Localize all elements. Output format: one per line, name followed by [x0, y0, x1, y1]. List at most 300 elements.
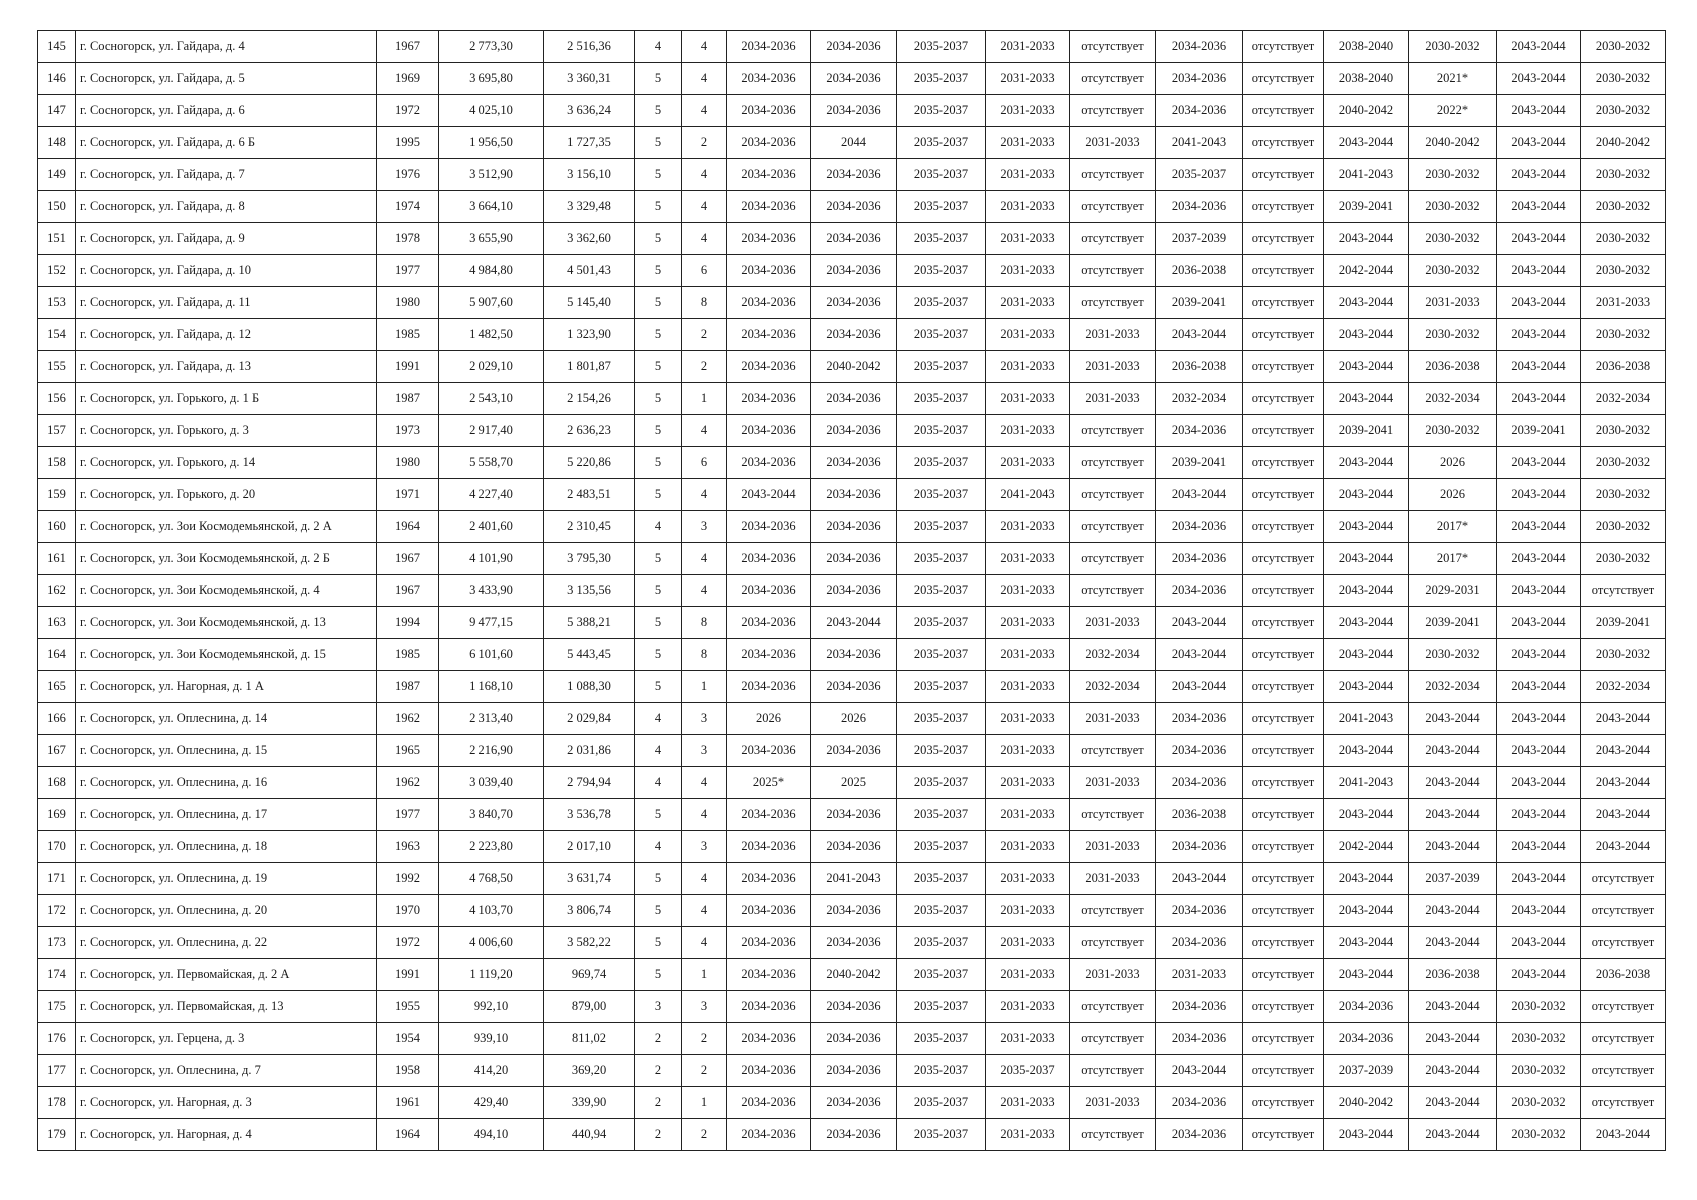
cell-address: г. Сосногорск, ул. Зои Космодемьянской, д. 2 Б — [76, 543, 377, 575]
cell-row-number: 149 — [38, 159, 76, 191]
cell-period-col-9: 2026 — [1409, 479, 1497, 511]
cell-entrances: 4 — [682, 159, 727, 191]
table-body — [38, 31, 1666, 1151]
cell-period-col-2: 2034-2036 — [811, 159, 897, 191]
cell-period-col-2: 2034-2036 — [811, 1087, 897, 1119]
cell-total-area: 3 655,90 — [439, 223, 544, 255]
cell-period-col-9: 2030-2032 — [1409, 191, 1497, 223]
cell-period-col-7: отсутствует — [1243, 799, 1324, 831]
cell-year-built: 1991 — [377, 959, 439, 991]
cell-entrances: 6 — [682, 447, 727, 479]
cell-address: г. Сосногорск, ул. Оплеснина, д. 18 — [76, 831, 377, 863]
cell-total-area: 4 227,40 — [439, 479, 544, 511]
cell-period-col-1: 2034-2036 — [727, 1087, 811, 1119]
cell-year-built: 1995 — [377, 127, 439, 159]
cell-period-col-1: 2034-2036 — [727, 351, 811, 383]
cell-period-col-7: отсутствует — [1243, 447, 1324, 479]
cell-period-col-3: 2035-2037 — [897, 831, 986, 863]
cell-period-col-3: 2035-2037 — [897, 959, 986, 991]
cell-period-col-1: 2034-2036 — [727, 1023, 811, 1055]
cell-period-col-4: 2031-2033 — [986, 863, 1070, 895]
cell-total-area: 1 482,50 — [439, 319, 544, 351]
cell-floors: 5 — [635, 319, 682, 351]
cell-entrances: 2 — [682, 1023, 727, 1055]
cell-period-col-11: 2043-2044 — [1581, 1119, 1666, 1151]
cell-period-col-6: 2034-2036 — [1156, 703, 1243, 735]
cell-address: г. Сосногорск, ул. Гайдара, д. 10 — [76, 255, 377, 287]
cell-period-col-3: 2035-2037 — [897, 575, 986, 607]
cell-floors: 4 — [635, 735, 682, 767]
cell-period-col-8: 2043-2044 — [1324, 735, 1409, 767]
cell-period-col-8: 2041-2043 — [1324, 159, 1409, 191]
cell-period-col-10: 2030-2032 — [1497, 1119, 1581, 1151]
cell-row-number: 167 — [38, 735, 76, 767]
cell-period-col-9: 2030-2032 — [1409, 415, 1497, 447]
cell-entrances: 6 — [682, 255, 727, 287]
cell-entrances: 3 — [682, 735, 727, 767]
cell-period-col-6: 2043-2044 — [1156, 1055, 1243, 1087]
cell-address: г. Сосногорск, ул. Горького, д. 20 — [76, 479, 377, 511]
cell-floors: 5 — [635, 799, 682, 831]
cell-period-col-2: 2034-2036 — [811, 63, 897, 95]
cell-floors: 4 — [635, 511, 682, 543]
cell-total-area: 5 558,70 — [439, 447, 544, 479]
cell-period-col-9: 2017* — [1409, 543, 1497, 575]
cell-year-built: 1967 — [377, 31, 439, 63]
cell-period-col-1: 2034-2036 — [727, 895, 811, 927]
cell-period-col-7: отсутствует — [1243, 191, 1324, 223]
cell-living-area: 2 310,45 — [544, 511, 635, 543]
cell-period-col-6: 2043-2044 — [1156, 639, 1243, 671]
cell-period-col-6: 2034-2036 — [1156, 31, 1243, 63]
cell-year-built: 1962 — [377, 703, 439, 735]
cell-year-built: 1987 — [377, 671, 439, 703]
cell-address: г. Сосногорск, ул. Гайдара, д. 5 — [76, 63, 377, 95]
cell-period-col-3: 2035-2037 — [897, 95, 986, 127]
cell-period-col-1: 2034-2036 — [727, 671, 811, 703]
table-row — [38, 447, 1666, 479]
table-row — [38, 863, 1666, 895]
cell-period-col-2: 2034-2036 — [811, 191, 897, 223]
cell-period-col-3: 2035-2037 — [897, 319, 986, 351]
cell-period-col-9: 2021* — [1409, 63, 1497, 95]
cell-entrances: 4 — [682, 927, 727, 959]
cell-period-col-10: 2043-2044 — [1497, 127, 1581, 159]
cell-period-col-6: 2034-2036 — [1156, 735, 1243, 767]
cell-address: г. Сосногорск, ул. Нагорная, д. 4 — [76, 1119, 377, 1151]
cell-period-col-11: отсутствует — [1581, 991, 1666, 1023]
cell-year-built: 1958 — [377, 1055, 439, 1087]
cell-period-col-5: отсутствует — [1070, 543, 1156, 575]
cell-floors: 2 — [635, 1119, 682, 1151]
cell-period-col-4: 2031-2033 — [986, 639, 1070, 671]
cell-period-col-4: 2031-2033 — [986, 831, 1070, 863]
cell-period-col-11: 2040-2042 — [1581, 127, 1666, 159]
cell-period-col-4: 2031-2033 — [986, 767, 1070, 799]
cell-entrances: 8 — [682, 607, 727, 639]
cell-period-col-8: 2043-2044 — [1324, 223, 1409, 255]
cell-period-col-1: 2034-2036 — [727, 735, 811, 767]
cell-total-area: 939,10 — [439, 1023, 544, 1055]
cell-period-col-7: отсутствует — [1243, 575, 1324, 607]
cell-period-col-3: 2035-2037 — [897, 1055, 986, 1087]
cell-period-col-1: 2034-2036 — [727, 127, 811, 159]
cell-period-col-1: 2034-2036 — [727, 927, 811, 959]
cell-period-col-2: 2034-2036 — [811, 1055, 897, 1087]
cell-period-col-7: отсутствует — [1243, 543, 1324, 575]
cell-period-col-8: 2043-2044 — [1324, 287, 1409, 319]
cell-entrances: 4 — [682, 63, 727, 95]
cell-living-area: 3 360,31 — [544, 63, 635, 95]
cell-period-col-9: 2043-2044 — [1409, 703, 1497, 735]
cell-period-col-9: 2030-2032 — [1409, 319, 1497, 351]
table-row — [38, 703, 1666, 735]
cell-period-col-8: 2043-2044 — [1324, 607, 1409, 639]
cell-period-col-11: 2030-2032 — [1581, 415, 1666, 447]
cell-period-col-3: 2035-2037 — [897, 127, 986, 159]
cell-period-col-4: 2031-2033 — [986, 1087, 1070, 1119]
cell-row-number: 154 — [38, 319, 76, 351]
cell-period-col-10: 2043-2044 — [1497, 351, 1581, 383]
table-row — [38, 255, 1666, 287]
cell-period-col-1: 2026 — [727, 703, 811, 735]
cell-period-col-10: 2043-2044 — [1497, 95, 1581, 127]
cell-row-number: 166 — [38, 703, 76, 735]
cell-floors: 5 — [635, 607, 682, 639]
cell-address: г. Сосногорск, ул. Зои Космодемьянской, д. 2 А — [76, 511, 377, 543]
cell-year-built: 1955 — [377, 991, 439, 1023]
cell-period-col-5: 2031-2033 — [1070, 863, 1156, 895]
cell-living-area: 1 801,87 — [544, 351, 635, 383]
cell-living-area: 369,20 — [544, 1055, 635, 1087]
cell-period-col-1: 2034-2036 — [727, 831, 811, 863]
cell-period-col-1: 2034-2036 — [727, 511, 811, 543]
cell-period-col-7: отсутствует — [1243, 991, 1324, 1023]
cell-period-col-4: 2031-2033 — [986, 223, 1070, 255]
cell-period-col-2: 2034-2036 — [811, 831, 897, 863]
cell-address: г. Сосногорск, ул. Гайдара, д. 6 Б — [76, 127, 377, 159]
cell-total-area: 3 840,70 — [439, 799, 544, 831]
cell-row-number: 173 — [38, 927, 76, 959]
cell-period-col-3: 2035-2037 — [897, 895, 986, 927]
cell-period-col-4: 2031-2033 — [986, 1023, 1070, 1055]
cell-period-col-11: 2043-2044 — [1581, 799, 1666, 831]
cell-floors: 5 — [635, 287, 682, 319]
cell-living-area: 2 017,10 — [544, 831, 635, 863]
cell-period-col-11: отсутствует — [1581, 1087, 1666, 1119]
cell-year-built: 1994 — [377, 607, 439, 639]
cell-floors: 5 — [635, 671, 682, 703]
table-row — [38, 287, 1666, 319]
cell-period-col-1: 2034-2036 — [727, 991, 811, 1023]
cell-floors: 5 — [635, 447, 682, 479]
cell-period-col-6: 2043-2044 — [1156, 863, 1243, 895]
cell-floors: 5 — [635, 415, 682, 447]
cell-period-col-2: 2040-2042 — [811, 351, 897, 383]
cell-period-col-3: 2035-2037 — [897, 1119, 986, 1151]
cell-period-col-9: 2030-2032 — [1409, 223, 1497, 255]
cell-period-col-9: 2040-2042 — [1409, 127, 1497, 159]
cell-period-col-2: 2034-2036 — [811, 223, 897, 255]
cell-period-col-3: 2035-2037 — [897, 351, 986, 383]
cell-period-col-4: 2031-2033 — [986, 543, 1070, 575]
cell-period-col-3: 2035-2037 — [897, 511, 986, 543]
cell-period-col-11: 2032-2034 — [1581, 671, 1666, 703]
cell-address: г. Сосногорск, ул. Гайдара, д. 9 — [76, 223, 377, 255]
cell-period-col-6: 2036-2038 — [1156, 799, 1243, 831]
cell-period-col-6: 2034-2036 — [1156, 63, 1243, 95]
cell-entrances: 3 — [682, 703, 727, 735]
cell-period-col-7: отсутствует — [1243, 63, 1324, 95]
table-row — [38, 639, 1666, 671]
cell-period-col-11: 2039-2041 — [1581, 607, 1666, 639]
cell-total-area: 4 101,90 — [439, 543, 544, 575]
cell-period-col-8: 2043-2044 — [1324, 927, 1409, 959]
cell-period-col-9: 2030-2032 — [1409, 639, 1497, 671]
cell-period-col-9: 2030-2032 — [1409, 159, 1497, 191]
cell-period-col-4: 2031-2033 — [986, 319, 1070, 351]
cell-address: г. Сосногорск, ул. Гайдара, д. 11 — [76, 287, 377, 319]
cell-living-area: 3 329,48 — [544, 191, 635, 223]
cell-period-col-11: 2030-2032 — [1581, 95, 1666, 127]
cell-address: г. Сосногорск, ул. Оплеснина, д. 15 — [76, 735, 377, 767]
cell-period-col-3: 2035-2037 — [897, 287, 986, 319]
cell-period-col-8: 2041-2043 — [1324, 767, 1409, 799]
cell-period-col-4: 2031-2033 — [986, 735, 1070, 767]
cell-period-col-6: 2034-2036 — [1156, 543, 1243, 575]
cell-period-col-6: 2041-2043 — [1156, 127, 1243, 159]
table-row — [38, 991, 1666, 1023]
table-row — [38, 831, 1666, 863]
cell-period-col-1: 2034-2036 — [727, 383, 811, 415]
cell-year-built: 1962 — [377, 767, 439, 799]
cell-period-col-10: 2043-2044 — [1497, 63, 1581, 95]
cell-address: г. Сосногорск, ул. Гайдара, д. 6 — [76, 95, 377, 127]
cell-entrances: 2 — [682, 127, 727, 159]
table-row — [38, 319, 1666, 351]
cell-period-col-3: 2035-2037 — [897, 223, 986, 255]
cell-period-col-11: 2030-2032 — [1581, 31, 1666, 63]
cell-period-col-5: отсутствует — [1070, 479, 1156, 511]
cell-living-area: 2 483,51 — [544, 479, 635, 511]
cell-period-col-3: 2035-2037 — [897, 63, 986, 95]
cell-period-col-5: отсутствует — [1070, 287, 1156, 319]
cell-period-col-11: отсутствует — [1581, 1055, 1666, 1087]
cell-total-area: 6 101,60 — [439, 639, 544, 671]
table-row — [38, 511, 1666, 543]
cell-entrances: 1 — [682, 383, 727, 415]
cell-entrances: 4 — [682, 95, 727, 127]
cell-period-col-11: 2030-2032 — [1581, 447, 1666, 479]
cell-floors: 2 — [635, 1087, 682, 1119]
cell-period-col-4: 2031-2033 — [986, 159, 1070, 191]
cell-period-col-11: отсутствует — [1581, 1023, 1666, 1055]
cell-period-col-2: 2044 — [811, 127, 897, 159]
cell-period-col-8: 2043-2044 — [1324, 1119, 1409, 1151]
cell-floors: 5 — [635, 863, 682, 895]
cell-entrances: 8 — [682, 287, 727, 319]
cell-total-area: 429,40 — [439, 1087, 544, 1119]
cell-period-col-1: 2034-2036 — [727, 287, 811, 319]
cell-period-col-8: 2034-2036 — [1324, 1023, 1409, 1055]
cell-year-built: 1974 — [377, 191, 439, 223]
cell-address: г. Сосногорск, ул. Зои Космодемьянской, д. 4 — [76, 575, 377, 607]
cell-entrances: 4 — [682, 863, 727, 895]
cell-period-col-8: 2043-2044 — [1324, 383, 1409, 415]
cell-period-col-4: 2031-2033 — [986, 895, 1070, 927]
cell-period-col-1: 2034-2036 — [727, 191, 811, 223]
cell-period-col-8: 2042-2044 — [1324, 255, 1409, 287]
cell-entrances: 4 — [682, 575, 727, 607]
cell-year-built: 1977 — [377, 799, 439, 831]
cell-period-col-1: 2034-2036 — [727, 863, 811, 895]
cell-period-col-8: 2039-2041 — [1324, 191, 1409, 223]
table-row — [38, 127, 1666, 159]
cell-period-col-5: 2031-2033 — [1070, 127, 1156, 159]
cell-entrances: 4 — [682, 191, 727, 223]
cell-period-col-10: 2043-2044 — [1497, 607, 1581, 639]
cell-period-col-10: 2043-2044 — [1497, 319, 1581, 351]
cell-year-built: 1972 — [377, 95, 439, 127]
cell-period-col-1: 2034-2036 — [727, 415, 811, 447]
cell-period-col-1: 2034-2036 — [727, 255, 811, 287]
cell-period-col-4: 2031-2033 — [986, 351, 1070, 383]
cell-period-col-6: 2034-2036 — [1156, 991, 1243, 1023]
cell-living-area: 2 154,26 — [544, 383, 635, 415]
cell-total-area: 992,10 — [439, 991, 544, 1023]
cell-period-col-11: 2031-2033 — [1581, 287, 1666, 319]
cell-period-col-10: 2043-2044 — [1497, 639, 1581, 671]
cell-address: г. Сосногорск, ул. Гайдара, д. 7 — [76, 159, 377, 191]
cell-period-col-9: 2032-2034 — [1409, 671, 1497, 703]
cell-year-built: 1961 — [377, 1087, 439, 1119]
cell-period-col-7: отсутствует — [1243, 895, 1324, 927]
cell-period-col-2: 2034-2036 — [811, 447, 897, 479]
cell-year-built: 1985 — [377, 319, 439, 351]
cell-period-col-10: 2043-2044 — [1497, 831, 1581, 863]
cell-period-col-6: 2034-2036 — [1156, 415, 1243, 447]
cell-period-col-11: 2036-2038 — [1581, 959, 1666, 991]
table-row — [38, 159, 1666, 191]
cell-period-col-8: 2043-2044 — [1324, 959, 1409, 991]
cell-period-col-10: 2043-2044 — [1497, 959, 1581, 991]
cell-period-col-10: 2043-2044 — [1497, 735, 1581, 767]
cell-row-number: 170 — [38, 831, 76, 863]
cell-row-number: 157 — [38, 415, 76, 447]
cell-year-built: 1967 — [377, 543, 439, 575]
table-row — [38, 223, 1666, 255]
cell-living-area: 3 631,74 — [544, 863, 635, 895]
cell-period-col-4: 2035-2037 — [986, 1055, 1070, 1087]
cell-year-built: 1992 — [377, 863, 439, 895]
cell-total-area: 2 216,90 — [439, 735, 544, 767]
cell-period-col-9: 2043-2044 — [1409, 799, 1497, 831]
cell-period-col-5: отсутствует — [1070, 735, 1156, 767]
cell-entrances: 4 — [682, 415, 727, 447]
cell-period-col-9: 2031-2033 — [1409, 287, 1497, 319]
cell-period-col-6: 2039-2041 — [1156, 447, 1243, 479]
cell-floors: 5 — [635, 927, 682, 959]
cell-address: г. Сосногорск, ул. Первомайская, д. 2 А — [76, 959, 377, 991]
cell-period-col-1: 2034-2036 — [727, 223, 811, 255]
table-row — [38, 63, 1666, 95]
cell-period-col-7: отсутствует — [1243, 223, 1324, 255]
cell-period-col-11: 2030-2032 — [1581, 319, 1666, 351]
cell-year-built: 1954 — [377, 1023, 439, 1055]
cell-living-area: 440,94 — [544, 1119, 635, 1151]
cell-total-area: 3 695,80 — [439, 63, 544, 95]
cell-floors: 5 — [635, 223, 682, 255]
cell-period-col-7: отсутствует — [1243, 127, 1324, 159]
cell-period-col-4: 2031-2033 — [986, 1119, 1070, 1151]
cell-entrances: 2 — [682, 1119, 727, 1151]
cell-period-col-6: 2034-2036 — [1156, 1087, 1243, 1119]
cell-period-col-2: 2034-2036 — [811, 287, 897, 319]
cell-period-col-8: 2042-2044 — [1324, 831, 1409, 863]
cell-row-number: 178 — [38, 1087, 76, 1119]
cell-entrances: 3 — [682, 511, 727, 543]
cell-row-number: 151 — [38, 223, 76, 255]
cell-living-area: 2 516,36 — [544, 31, 635, 63]
cell-row-number: 155 — [38, 351, 76, 383]
cell-period-col-2: 2034-2036 — [811, 319, 897, 351]
cell-period-col-7: отсутствует — [1243, 479, 1324, 511]
cell-address: г. Сосногорск, ул. Оплеснина, д. 16 — [76, 767, 377, 799]
cell-period-col-4: 2031-2033 — [986, 511, 1070, 543]
cell-address: г. Сосногорск, ул. Горького, д. 14 — [76, 447, 377, 479]
cell-period-col-5: отсутствует — [1070, 927, 1156, 959]
cell-living-area: 1 727,35 — [544, 127, 635, 159]
cell-period-col-3: 2035-2037 — [897, 607, 986, 639]
cell-period-col-3: 2035-2037 — [897, 991, 986, 1023]
cell-period-col-2: 2034-2036 — [811, 31, 897, 63]
cell-period-col-2: 2025 — [811, 767, 897, 799]
cell-floors: 5 — [635, 159, 682, 191]
cell-period-col-10: 2030-2032 — [1497, 1055, 1581, 1087]
cell-period-col-6: 2034-2036 — [1156, 927, 1243, 959]
cell-period-col-7: отсутствует — [1243, 735, 1324, 767]
cell-period-col-8: 2038-2040 — [1324, 63, 1409, 95]
cell-period-col-5: отсутствует — [1070, 255, 1156, 287]
cell-address: г. Сосногорск, ул. Нагорная, д. 3 — [76, 1087, 377, 1119]
cell-entrances: 4 — [682, 767, 727, 799]
cell-total-area: 3 512,90 — [439, 159, 544, 191]
cell-period-col-9: 2043-2044 — [1409, 1119, 1497, 1151]
cell-floors: 5 — [635, 255, 682, 287]
cell-period-col-11: 2043-2044 — [1581, 831, 1666, 863]
cell-row-number: 168 — [38, 767, 76, 799]
cell-living-area: 3 536,78 — [544, 799, 635, 831]
cell-total-area: 1 119,20 — [439, 959, 544, 991]
cell-floors: 2 — [635, 1055, 682, 1087]
cell-period-col-6: 2034-2036 — [1156, 1119, 1243, 1151]
cell-entrances: 8 — [682, 639, 727, 671]
cell-entrances: 3 — [682, 831, 727, 863]
cell-period-col-11: 2030-2032 — [1581, 223, 1666, 255]
cell-row-number: 145 — [38, 31, 76, 63]
cell-period-col-2: 2043-2044 — [811, 607, 897, 639]
cell-period-col-10: 2043-2044 — [1497, 575, 1581, 607]
cell-period-col-4: 2031-2033 — [986, 287, 1070, 319]
cell-living-area: 3 636,24 — [544, 95, 635, 127]
cell-address: г. Сосногорск, ул. Горького, д. 3 — [76, 415, 377, 447]
cell-period-col-7: отсутствует — [1243, 927, 1324, 959]
cell-year-built: 1978 — [377, 223, 439, 255]
cell-address: г. Сосногорск, ул. Зои Космодемьянской, д. 13 — [76, 607, 377, 639]
cell-period-col-6: 2034-2036 — [1156, 511, 1243, 543]
cell-year-built: 1987 — [377, 383, 439, 415]
table-row — [38, 383, 1666, 415]
